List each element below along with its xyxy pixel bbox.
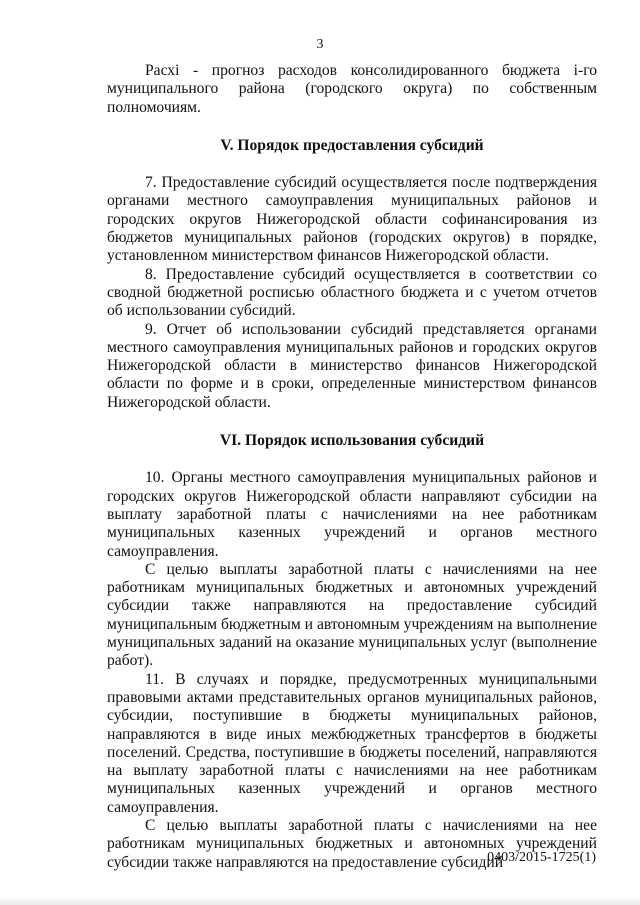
section-6-heading: VI. Порядок использования субсидий — [219, 432, 485, 450]
paragraph-9: 9. Отчет об использовании субсидий представляется органами местного самоуправления муниципальных районов и городских округов Нижегородской области в министерство финансов Нижегородской области по форме и в сроки, определенные министерством финансов Нижегородской области. — [107, 320, 597, 411]
paragraph-10-continuation: С целью выплаты заработной платы с начислениями на нее работникам муниципальных бюджетных и автономных учреждений субсидии также направляются на предоставление субсидий муниципальным бюджетным и автономным учреждениям на выполнение муниципальных заданий на оказание муниципальных услуг (выполнение работ). — [107, 560, 597, 670]
paragraph-8: 8. Предоставление субсидий осуществляется в соответствии со сводной бюджетной росписью областного бюджета и с учетом отчетов об использовании субсидий. — [107, 265, 597, 320]
paragraph-11-continuation: С целью выплаты заработной платы с начислениями на нее работникам муниципальных бюджетных и автономных учреждений субсидии также направляются на предоставление субсидий — [107, 816, 597, 871]
scan-edge — [0, 896, 640, 905]
paragraph-7: 7. Предоставление субсидий осуществляется после подтверждения органами местного самоуправления муниципальных районов и городских округов Нижегородской области софинансирования из бюджетов муниципальных районов (городских округов) в порядке, установленном министерством финансов Нижегородской области. — [107, 174, 597, 265]
section-5-heading: V. Порядок предоставления субсидий — [220, 136, 484, 154]
document-code: 0403/2015-1725(1) — [487, 850, 596, 865]
intro-paragraph: Расхi - прогноз расходов консолидированного бюджета i-го муниципального района (городского округа) по собственным полномочиям. — [107, 62, 597, 116]
paragraph-11: 11. В случаях и порядке, предусмотренных муниципальными правовыми актами представительных органов муниципальных районов, субсидии, поступившие в бюджеты муниципальных районов, направляются в виде иных межбюджетных трансфертов в бюджеты поселений. Средства, поступившие в бюджеты поселений, направляются на выплату заработной платы с начислениями на нее работникам муниципальных казенных учреждений и органов местного самоуправления. — [107, 670, 597, 816]
document-body — [107, 62, 597, 872]
paragraph-10: 10. Органы местного самоуправления муниципальных районов и городских округов Нижегородской области направляют субсидии на выплату заработной платы с начислениями на нее работникам муниципальных казенных учреждений и органов местного самоуправления. — [107, 469, 597, 560]
page-number: 3 — [316, 37, 324, 52]
